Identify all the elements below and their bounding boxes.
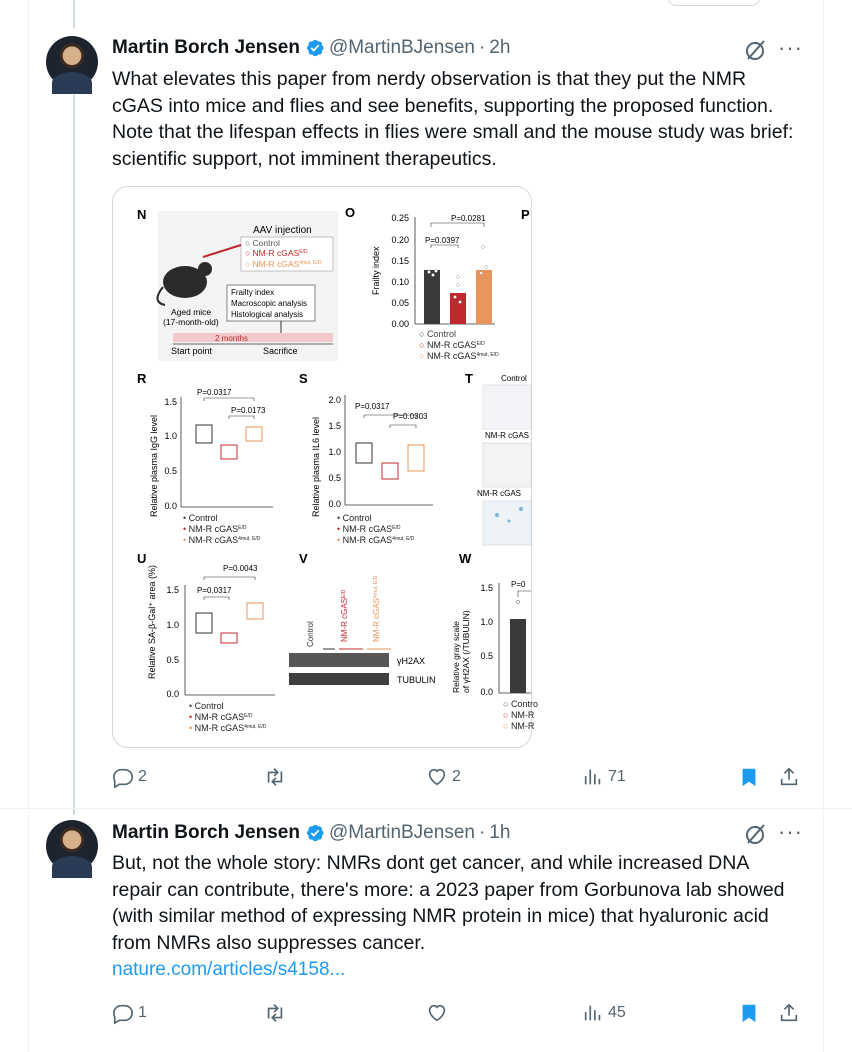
- views-button[interactable]: [582, 998, 626, 1028]
- reply-icon: [112, 1002, 134, 1024]
- tweet-text: But, not the whole story: NMRs dont get cancer, and while increased DNA repair can contribute, there's more: a 2023 paper from Gorbunova lab showed (with similar method of expressing NMR protein in mice) that hyaluronic acid from NMRs also suppresses cancer.: [112, 852, 785, 954]
- svg-text:TUBULIN: TUBULIN: [397, 675, 436, 685]
- panel-label-w: W: [459, 551, 472, 566]
- histology-image-1: [483, 385, 531, 429]
- repost-icon: [264, 1002, 286, 1024]
- svg-text:0.5: 0.5: [480, 651, 493, 661]
- like-button[interactable]: [426, 998, 448, 1028]
- svg-text:P=0.0317: P=0.0317: [355, 402, 390, 411]
- more-options-icon[interactable]: ···: [778, 819, 803, 844]
- svg-text:• Control: • Control: [189, 701, 224, 711]
- panel-label-r: R: [137, 371, 147, 386]
- svg-text:NM-R cGAS: NM-R cGAS: [485, 431, 529, 440]
- frailty-ylabel: Frailty index: [371, 246, 381, 295]
- author-handle[interactable]: @MartinBJensen: [328, 37, 475, 58]
- reply-count: 2: [138, 768, 147, 785]
- svg-text:of γH2AX (/TUBULIN): of γH2AX (/TUBULIN): [461, 610, 471, 693]
- more-options-icon[interactable]: ···: [778, 35, 803, 60]
- igg-box-nmr: [221, 445, 237, 459]
- il6-box-nmr: [382, 463, 398, 479]
- svg-text:• NM-R cGAS4mut, E/D: • NM-R cGAS$^{4mut, E/D}$: [183, 535, 261, 545]
- separator-dot: ·: [478, 37, 486, 58]
- tweet-separator: [0, 808, 852, 809]
- histology-image-3: [483, 501, 531, 545]
- bookmark-button[interactable]: [738, 762, 760, 792]
- timestamp[interactable]: 2h: [489, 37, 511, 58]
- panel-label-s: S: [299, 371, 308, 386]
- svg-text:0.0: 0.0: [164, 501, 177, 511]
- svg-text:P=0: P=0: [511, 580, 526, 589]
- share-icon: [778, 1002, 800, 1024]
- tweet-actions: [112, 998, 812, 1028]
- aav-injection-label: AAV injection: [253, 225, 312, 236]
- repost-icon: [264, 766, 286, 788]
- reply-button[interactable]: [112, 998, 147, 1028]
- frailty-bar-nmr: [450, 293, 466, 324]
- share-icon: [778, 766, 800, 788]
- panel-label-t: T: [465, 371, 473, 386]
- svg-text:0.25: 0.25: [391, 213, 409, 223]
- svg-text:1.5: 1.5: [480, 583, 493, 593]
- svg-text:0.0: 0.0: [166, 689, 179, 699]
- reply-count: 1: [138, 1004, 147, 1021]
- svg-text:1.0: 1.0: [166, 620, 179, 630]
- grok-icon[interactable]: [744, 822, 768, 846]
- svg-text:Control: Control: [501, 374, 527, 383]
- svg-text:○ Control: ○ Control: [245, 238, 280, 248]
- avatar[interactable]: [46, 36, 98, 88]
- svg-text:• NM-R cGASE/D: • NM-R cGAS$^{E/D}$: [189, 712, 253, 722]
- repost-button[interactable]: [264, 762, 286, 792]
- svg-text:0.5: 0.5: [164, 466, 177, 476]
- avatar[interactable]: [46, 820, 98, 872]
- mouse-head: [198, 262, 212, 276]
- svg-text:1.5: 1.5: [164, 397, 177, 407]
- svg-text:1.0: 1.0: [480, 617, 493, 627]
- svg-text:0.10: 0.10: [391, 277, 409, 287]
- gamma-h2ax-blot: [289, 653, 389, 667]
- svg-text:• Control: • Control: [337, 513, 372, 523]
- svg-text:0.20: 0.20: [391, 235, 409, 245]
- author-name[interactable]: Martin Borch Jensen: [112, 37, 300, 58]
- sagal-box-control: [196, 613, 212, 633]
- svg-text:0.05: 0.05: [391, 298, 409, 308]
- author-name[interactable]: Martin Borch Jensen: [112, 822, 300, 843]
- sagal-box-mut: [247, 603, 263, 619]
- svg-text:○ NM-R cGAS4mut, E/D: ○ NM-R cGAS$^{4mut, E/D}$: [419, 351, 499, 361]
- svg-text:Frailty index: Frailty index: [231, 288, 275, 297]
- frailty-y-ticks: [391, 213, 409, 329]
- svg-text:○ NM-R cGASE/D: ○ NM-R cGAS$^{E/D}$: [245, 248, 308, 258]
- svg-text:Histological analysis: Histological analysis: [231, 310, 304, 319]
- reply-icon: [112, 766, 134, 788]
- timeline-bar: [173, 333, 333, 342]
- tweet-media-image[interactable]: [112, 186, 538, 748]
- svg-text:○ Control: ○ Control: [419, 329, 456, 339]
- thread-connector-top: [73, 0, 75, 28]
- avatar-shirt: [52, 72, 92, 94]
- previous-element-edge: [668, 0, 760, 6]
- heart-icon: [426, 1002, 448, 1024]
- igg-ylabel: Relative plasma IgG level: [149, 414, 159, 517]
- svg-text:P=0.0317: P=0.0317: [197, 388, 232, 397]
- verified-badge-icon: [305, 38, 325, 58]
- timeline-border-right: [823, 0, 824, 1052]
- svg-text:Relative gray scale: Relative gray scale: [451, 621, 461, 693]
- svg-text:Control: Control: [306, 621, 315, 647]
- timestamp[interactable]: 1h: [489, 822, 511, 843]
- il6-box-control: [356, 443, 372, 463]
- repost-button[interactable]: [264, 998, 286, 1028]
- bookmark-button[interactable]: [738, 998, 760, 1028]
- svg-text:0.0: 0.0: [328, 499, 341, 509]
- thread-connector: [73, 95, 75, 815]
- aged-mice-age: (17-month-old): [163, 317, 219, 327]
- svg-text:NM-R cGAS4mut, E/D: NM-R cGAS$^{4mut, E/D}$: [372, 575, 381, 642]
- panel-label-v: V: [299, 551, 308, 566]
- svg-text:0.15: 0.15: [391, 256, 409, 266]
- like-count: 2: [452, 768, 461, 785]
- svg-text:P=0.0281: P=0.0281: [451, 214, 486, 223]
- histology-image-2: [483, 443, 531, 487]
- igg-box-control: [196, 425, 212, 443]
- panel-label-n: N: [137, 207, 147, 222]
- figure-panels: [113, 187, 538, 747]
- avatar-shirt: [52, 856, 92, 878]
- il6-box-mut: [408, 445, 424, 471]
- bookmark-icon: [738, 766, 760, 788]
- svg-text:1.5: 1.5: [328, 421, 341, 431]
- sagal-ylabel: Relative SA-β-Gal⁺ area (%): [147, 565, 157, 679]
- svg-text:Start point: Start point: [171, 346, 213, 356]
- share-button[interactable]: [778, 998, 800, 1028]
- bookmark-icon: [738, 1002, 760, 1024]
- verified-badge-icon: [305, 823, 325, 843]
- svg-text:0.0: 0.0: [480, 687, 493, 697]
- tubulin-blot: [289, 673, 389, 685]
- svg-text:P=0.0317: P=0.0317: [197, 586, 232, 595]
- grok-icon[interactable]: [744, 38, 768, 62]
- panel-label-u: U: [137, 551, 147, 566]
- svg-text:1.5: 1.5: [166, 585, 179, 595]
- gamma-h2ax-bar-control: [510, 619, 526, 693]
- frailty-bar-mut: [476, 270, 492, 324]
- svg-text:NM-R cGAS: NM-R cGAS: [477, 489, 521, 498]
- svg-text:• NM-R cGASE/D: • NM-R cGAS$^{E/D}$: [337, 524, 401, 534]
- views-count: 71: [608, 768, 626, 785]
- views-count: 45: [608, 1004, 626, 1021]
- separator-dot: ·: [478, 822, 486, 843]
- svg-text:• NM-R cGAS4mut, E/D: • NM-R cGAS$^{4mut, E/D}$: [337, 535, 415, 545]
- tweet-actions: [112, 762, 812, 792]
- svg-text:NM-R cGASE/D: NM-R cGAS$^{E/D}$: [340, 589, 349, 642]
- il6-ylabel: Relative plasma IL6 level: [311, 416, 321, 517]
- svg-text:Macroscopic analysis: Macroscopic analysis: [231, 299, 308, 308]
- svg-text:1.0: 1.0: [328, 447, 341, 457]
- timeline-border-left: [28, 0, 29, 1052]
- svg-text:2 months: 2 months: [215, 334, 248, 343]
- article-link[interactable]: nature.com/articles/s4158...: [112, 959, 346, 980]
- svg-text:○ NM-R: ○ NM-R: [503, 721, 535, 731]
- svg-text:0.5: 0.5: [166, 655, 179, 665]
- svg-text:P=0.0397: P=0.0397: [425, 236, 460, 245]
- igg-box-mut: [246, 427, 262, 441]
- author-handle[interactable]: @MartinBJensen: [328, 822, 475, 843]
- svg-text:P=0.0173: P=0.0173: [231, 406, 266, 415]
- svg-text:○ NM-R: ○ NM-R: [503, 710, 535, 720]
- svg-text:γH2AX: γH2AX: [397, 656, 426, 666]
- panel-label-p: P: [521, 207, 530, 222]
- views-icon: [582, 766, 604, 788]
- panel-label-o: O: [345, 205, 356, 220]
- svg-text:• NM-R cGAS4mut, E/D: • NM-R cGAS$^{4mut, E/D}$: [189, 723, 267, 733]
- svg-text:1.0: 1.0: [164, 431, 177, 441]
- svg-text:P=0.0043: P=0.0043: [223, 564, 258, 573]
- svg-text:• Control: • Control: [183, 513, 218, 523]
- svg-text:2.0: 2.0: [328, 395, 341, 405]
- svg-text:○ Contro: ○ Contro: [503, 699, 538, 709]
- views-icon: [582, 1002, 604, 1024]
- like-button[interactable]: [426, 762, 461, 792]
- heart-icon: [426, 766, 448, 788]
- reply-button[interactable]: [112, 762, 147, 792]
- svg-text:○ NM-R cGAS4mut, E/D: ○ NM-R cGAS$^{4mut, E/D}$: [245, 259, 322, 269]
- views-button[interactable]: [582, 762, 626, 792]
- tweet-text: What elevates this paper from nerdy observation is that they put the NMR cGAS into mice and flies and see benefits, supporting the proposed function. Note that the lifespan effects in flies were small and the mouse study was brief: scientific support, not imminent therapeutics.: [112, 68, 794, 170]
- svg-text:○ NM-R cGASE/D: ○ NM-R cGAS$^{E/D}$: [419, 340, 485, 350]
- svg-text:Sacrifice: Sacrifice: [263, 346, 298, 356]
- frailty-bar-control: [424, 270, 440, 324]
- share-button[interactable]: [778, 762, 800, 792]
- svg-text:• NM-R cGASE/D: • NM-R cGAS$^{E/D}$: [183, 524, 247, 534]
- sagal-box-nmr: [221, 633, 237, 643]
- aged-mice-label: Aged mice: [171, 307, 212, 317]
- tweet-header: [112, 36, 510, 60]
- tweet-header: [112, 821, 510, 845]
- svg-text:0.00: 0.00: [391, 319, 409, 329]
- svg-text:P=0.0303: P=0.0303: [393, 412, 428, 421]
- svg-text:0.5: 0.5: [328, 473, 341, 483]
